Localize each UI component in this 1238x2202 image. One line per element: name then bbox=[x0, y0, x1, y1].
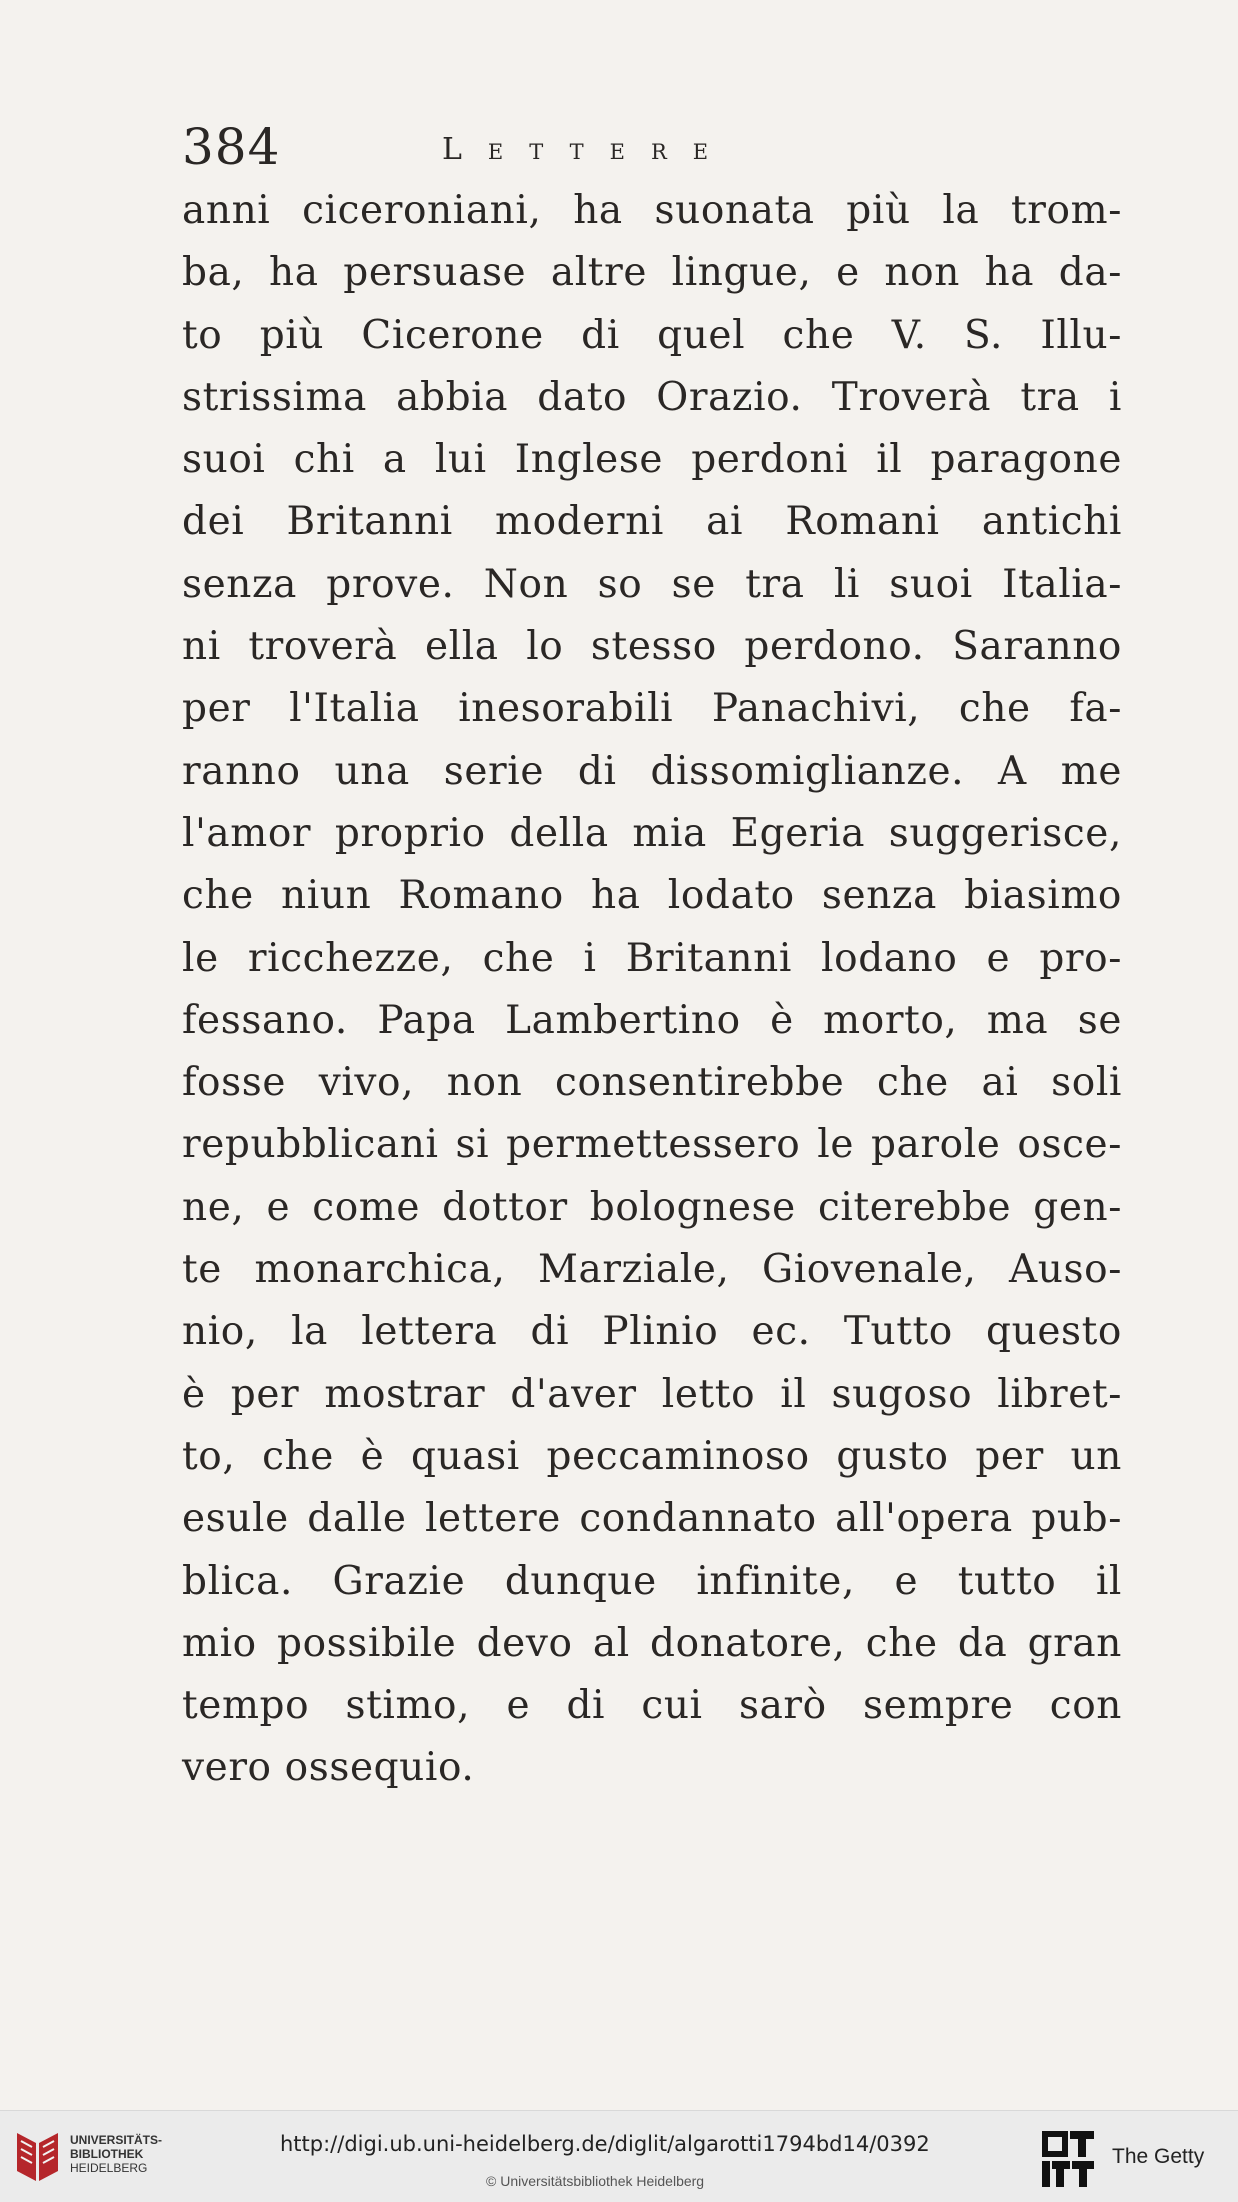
text-line: vero ossequio. bbox=[182, 1745, 475, 1791]
text-line: esule dalle lettere condannato all'opera pub- bbox=[182, 1496, 1122, 1542]
text-line: nio, la lettera di Plinio ec. Tutto questo bbox=[182, 1309, 1122, 1355]
running-title: Lettere bbox=[442, 132, 735, 167]
library-name-line: HEIDELBERG bbox=[70, 2161, 148, 2175]
text-line: dei Britanni moderni ai Romani antichi bbox=[182, 499, 1122, 545]
library-name bbox=[70, 2133, 162, 2175]
ub-heidelberg-logo-icon[interactable] bbox=[12, 2127, 62, 2185]
text-line: fessano. Papa Lambertino è morto, ma se bbox=[182, 997, 1122, 1043]
copyright-notice: © Universitätsbibliothek Heidelberg bbox=[486, 2173, 705, 2189]
getty-logo-icon[interactable] bbox=[1040, 2129, 1096, 2189]
letter-body bbox=[182, 180, 1122, 1800]
text-line: l'amor proprio della mia Egeria suggerisce, bbox=[182, 810, 1122, 856]
text-line: to, che è quasi peccaminoso gusto per un bbox=[182, 1433, 1122, 1479]
permalink-url[interactable]: http://digi.ub.uni-heidelberg.de/diglit/algarotti1794bd14/0392 bbox=[280, 2132, 930, 2156]
text-line: mio possibile devo al donatore, che da gran bbox=[182, 1620, 1122, 1666]
text-line: fosse vivo, non consentirebbe che ai soli bbox=[182, 1060, 1122, 1106]
digitization-footer bbox=[0, 2110, 1238, 2202]
library-name-line: UNIVERSITÄTS- bbox=[70, 2133, 163, 2147]
text-line: per l'Italia inesorabili Panachivi, che fa- bbox=[182, 686, 1122, 732]
text-line: ne, e come dottor bolognese citerebbe gen- bbox=[182, 1184, 1122, 1230]
text-line: tempo stimo, e di cui sarò sempre con bbox=[182, 1683, 1122, 1729]
getty-name: The Getty bbox=[1112, 2145, 1205, 2168]
text-line: ba, ha persuase altre lingue, e non ha da- bbox=[182, 250, 1122, 296]
text-line: blica. Grazie dunque infinite, e tutto il bbox=[182, 1558, 1122, 1604]
text-line: strissima abbia dato Orazio. Troverà tra i bbox=[182, 374, 1122, 420]
page-number: 384 bbox=[182, 118, 281, 176]
page-header bbox=[182, 112, 1122, 182]
text-line: ni troverà ella lo stesso perdono. Saranno bbox=[182, 624, 1122, 670]
text-line: senza prove. Non so se tra li suoi Italia- bbox=[182, 561, 1122, 607]
text-line: to più Cicerone di quel che V. S. Illu- bbox=[182, 312, 1122, 358]
text-line: è per mostrar d'aver letto il sugoso libret- bbox=[182, 1371, 1122, 1417]
text-line: te monarchica, Marziale, Giovenale, Auso- bbox=[182, 1247, 1122, 1293]
text-line: le ricchezze, che i Britanni lodano e pro- bbox=[182, 935, 1122, 981]
library-name-line: BIBLIOTHEK bbox=[70, 2147, 144, 2161]
text-line: anni ciceroniani, ha suonata più la trom- bbox=[182, 188, 1122, 233]
text-line: repubblicani si permettessero le parole osce- bbox=[182, 1122, 1122, 1168]
text-line: che niun Romano ha lodato senza biasimo bbox=[182, 873, 1122, 919]
text-line: ranno una serie di dissomiglianze. A me bbox=[182, 748, 1122, 794]
text-line: suoi chi a lui Inglese perdoni il paragone bbox=[182, 437, 1122, 483]
